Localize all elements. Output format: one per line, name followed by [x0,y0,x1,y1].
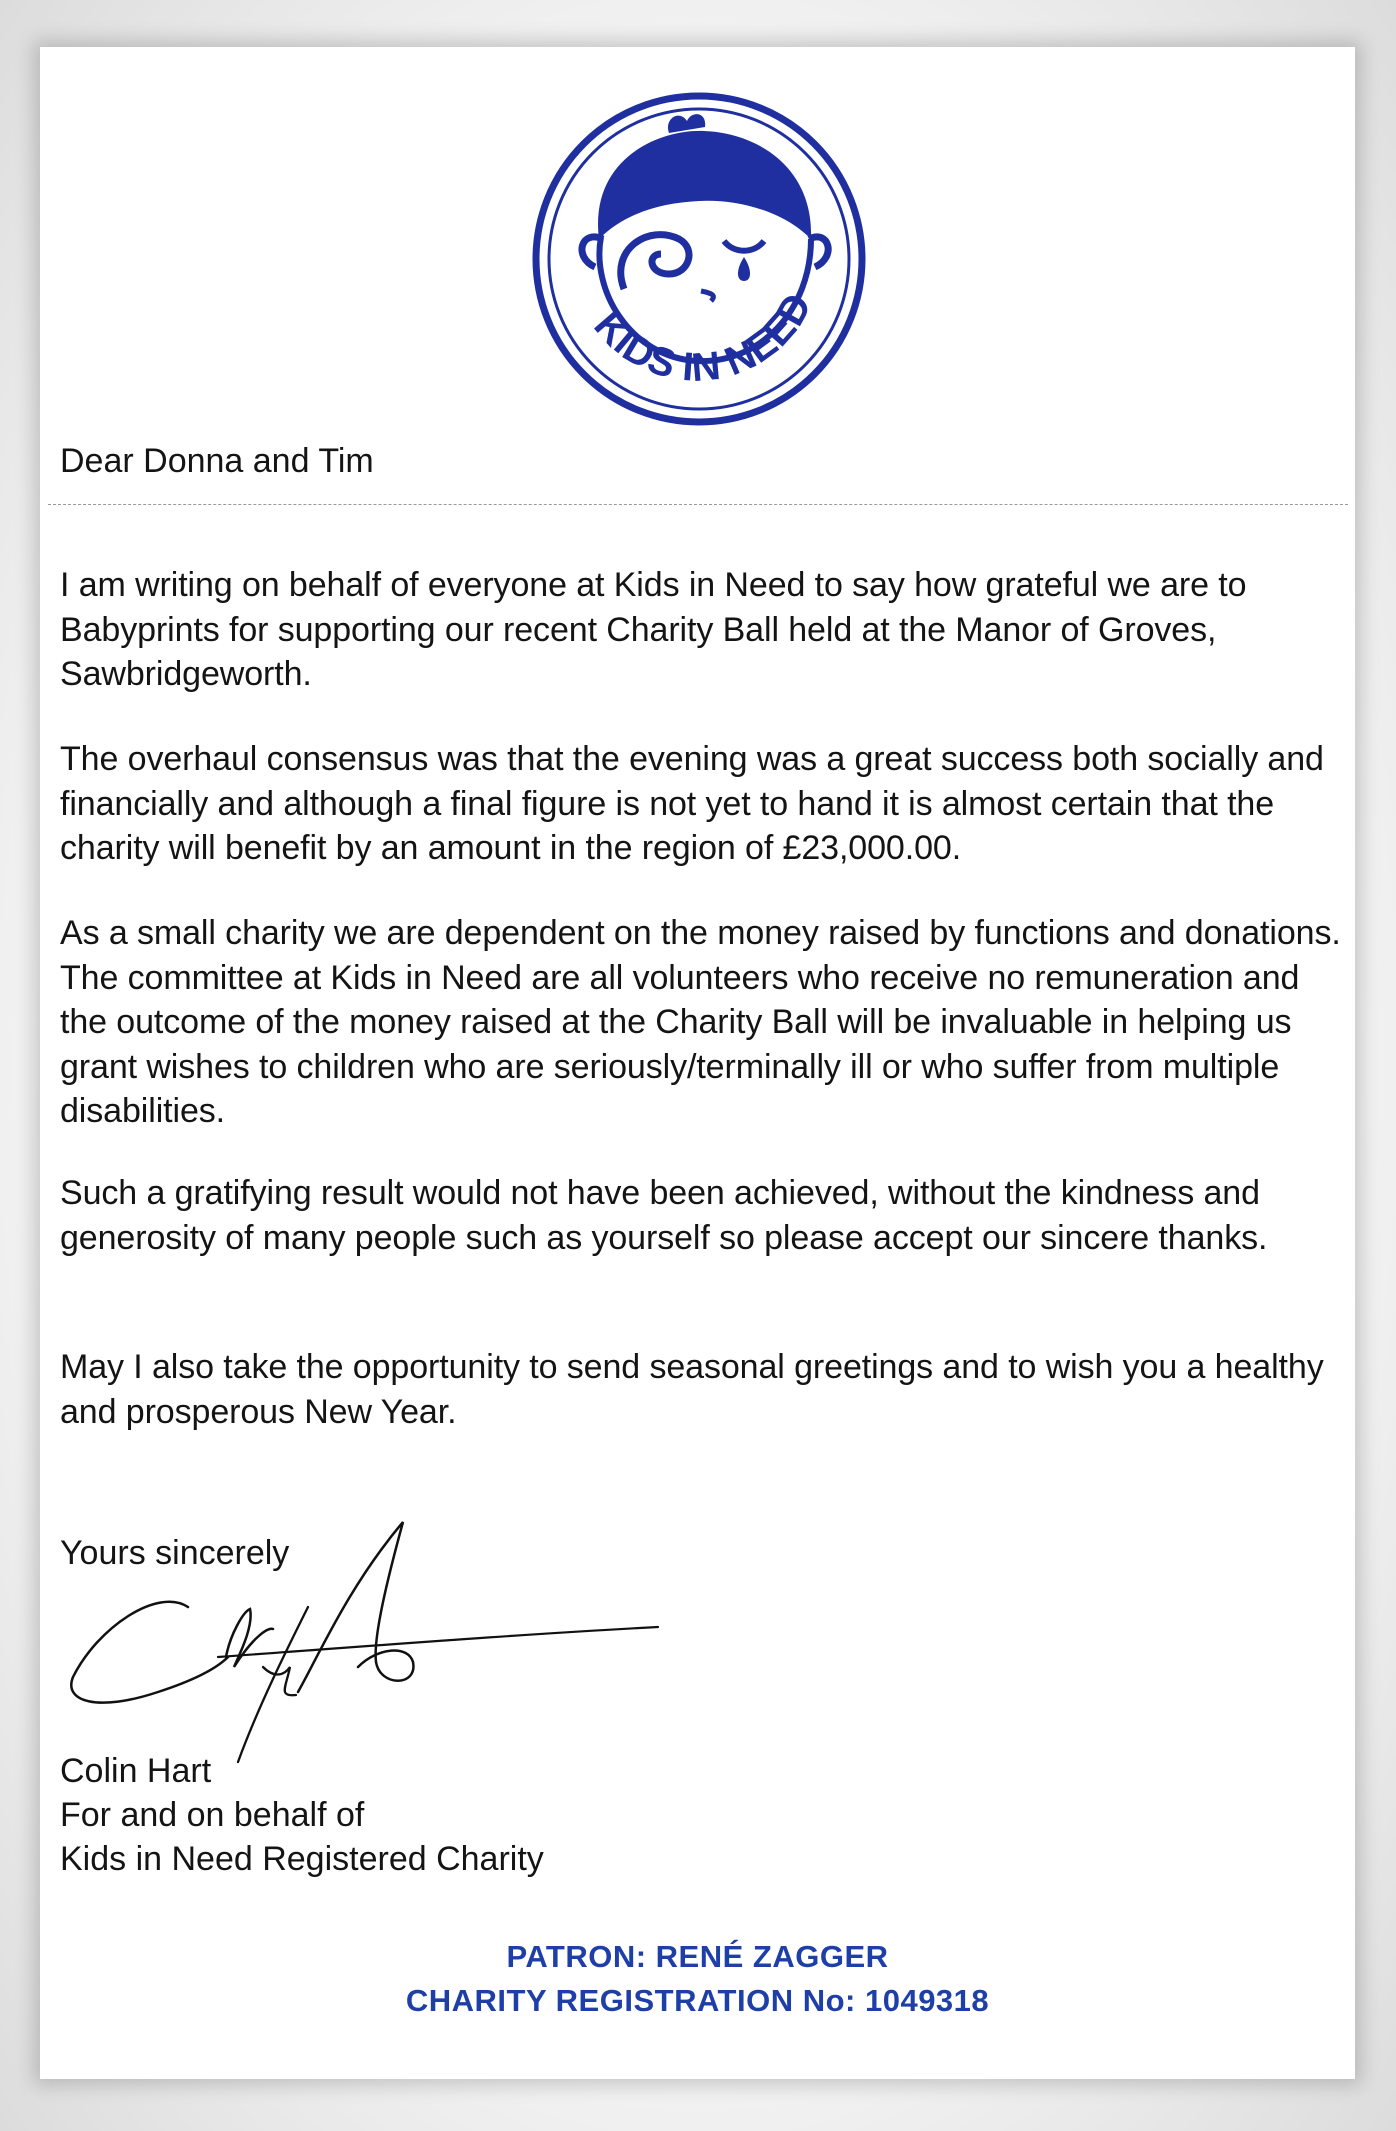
paragraph-3: As a small charity we are dependent on the money raised by functions and donations. The committee at Kids in Need are all volunteers who receive no remuneration and the outcome of the money raised at the Charity Ball will be invaluable in helping us grant wishes to children who are seriously/terminally ill or who suffer from multiple disabilities. [60,914,1341,1130]
patron-line: PATRON: RENÉ ZAGGER [506,1939,889,1974]
closing: Yours sincerely [60,1534,290,1572]
paragraph-2: The overhaul consensus was that the evening was a great success both socially and financially and although a final figure is not yet to hand it is almost certain that the charity will benefit by an amount in the region of £23,000.00. [60,740,1324,867]
logo-text: KIDS IN NEED [585,286,821,391]
charity-registration: CHARITY REGISTRATION No: 1049318 [405,1983,990,2018]
signer-name: Colin Hart [60,1752,212,1790]
handwritten-signature [58,1517,678,1767]
paragraph-1: I am writing on behalf of everyone at Kids in Need to say how grateful we are to Babyprints for supporting our recent Charity Ball held at the Manor of Groves, Sawbridgeworth. [60,566,1247,693]
salutation: Dear Donna and Tim [60,442,374,480]
signer-organization: Kids in Need Registered Charity [60,1840,544,1878]
signer-role: For and on behalf of [60,1796,365,1834]
kids-in-need-logo [529,89,869,429]
divider [48,504,1348,505]
letter-page [40,47,1355,2079]
paragraph-5: May I also take the opportunity to send seasonal greetings and to wish you a healthy and prosperous New Year. [60,1348,1324,1431]
paragraph-4: Such a gratifying result would not have been achieved, without the kindness and generosity of many people such as yourself so please accept our sincere thanks. [60,1174,1268,1257]
